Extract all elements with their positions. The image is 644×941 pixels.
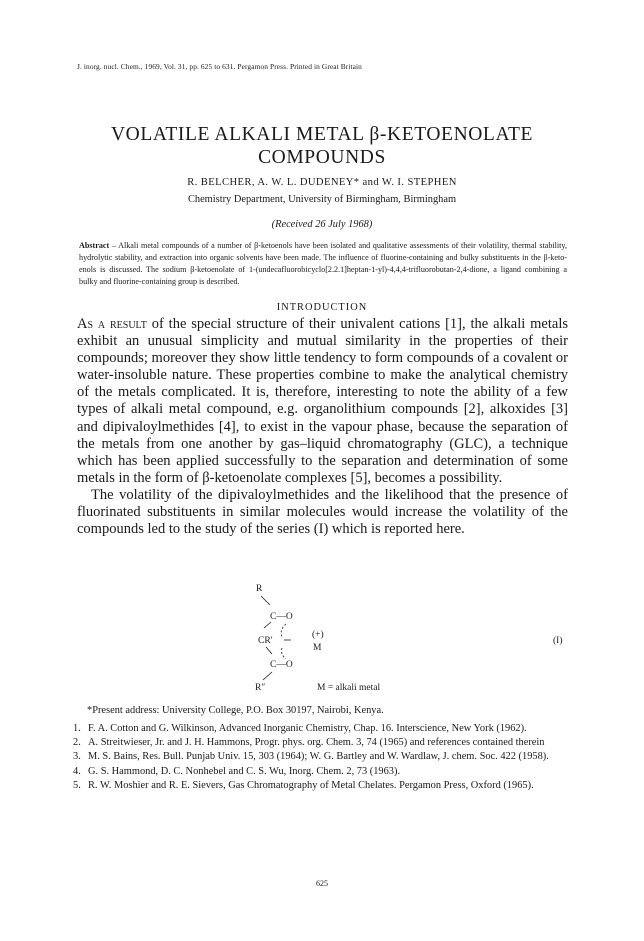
section-heading: INTRODUCTION bbox=[276, 302, 368, 313]
affiliation: Chemistry Department, University of Birmingham, Birmingham bbox=[187, 194, 457, 205]
reference-item bbox=[73, 779, 569, 793]
reference-text: M. S. Bains, Res. Bull. Punjab Univ. 15, 303 (1964); W. G. Bartley and W. Wardlaw, J. chem. Soc. 422 (1958). bbox=[88, 751, 549, 763]
bond-upper-left bbox=[264, 622, 271, 628]
abstract-label: Abstract bbox=[79, 241, 110, 250]
reference-number: 4. bbox=[73, 765, 81, 777]
abstract-text: – Alkali metal compounds of a number of β-ketoenols have been isolated and qualitative assessments of their volatility, thermal stability, hydrolytic stability, and extraction into organic solvents have been made. The influence of fluorine-containing and bulky substituents in the β-keto-enols is discussed. The sodium β-ketoenolate of 1-(undecafluorobicyclo[2.2.1]heptan-1-yl)-4,4,4-trifluorobutan-2,4-dione, a ligand combining a bulky and fluorine-containing group is described. bbox=[79, 241, 567, 286]
author-footnote: *Present address: University College, P.O. Box 30197, Nairobi, Kenya. bbox=[87, 705, 384, 716]
reference-number: 1. bbox=[73, 723, 81, 734]
reference-text: A. Streitwieser, Jr. and J. H. Hammons, Progr. phys. org. Chem. 3, 74 (1965) and references contained therein bbox=[88, 737, 545, 749]
structure-charge: (+) bbox=[312, 630, 324, 640]
abstract bbox=[79, 240, 567, 288]
paragraph-lead: As a result bbox=[77, 316, 147, 332]
reference-item bbox=[73, 736, 569, 750]
structure-r-double-prime: R″ bbox=[255, 683, 266, 693]
reference-text: F. A. Cotton and G. Wilkinson, Advanced Inorganic Chemistry, Chap. 16. Interscience, New York (1962). bbox=[88, 723, 527, 734]
reference-number: 3. bbox=[73, 751, 81, 763]
reference-item bbox=[73, 765, 569, 779]
paragraph-1 bbox=[77, 316, 568, 487]
dative-bond-lower bbox=[282, 648, 287, 659]
page-number: 625 bbox=[316, 879, 328, 888]
body-text bbox=[77, 316, 568, 538]
reference-list bbox=[73, 722, 569, 793]
structure-c-o-lower: C—O bbox=[270, 660, 293, 670]
reference-item bbox=[73, 750, 569, 764]
reference-text: G. S. Hammond, D. C. Nonhebel and C. S. Wu, Inorg. Chem. 2, 73 (1963). bbox=[88, 765, 401, 777]
bond-lower-left bbox=[266, 647, 272, 654]
structure-r-top: R bbox=[256, 584, 263, 594]
reference-item bbox=[73, 722, 569, 736]
dative-bond-upper bbox=[281, 624, 286, 637]
bond-r-top bbox=[261, 596, 270, 605]
structure-metal: M bbox=[313, 643, 322, 653]
title-line-2: COMPOUNDS bbox=[258, 147, 386, 168]
paragraph-2: The volatility of the dipivaloylmethides and the likelihood that the presence of fluorinated substituents in similar molecules would increase the volatility of the compounds led to the study of the series (I) which is reported here. bbox=[77, 486, 568, 538]
reference-number: 5. bbox=[73, 779, 81, 791]
structure-label: (I) bbox=[553, 636, 563, 646]
author-list: R. BELCHER, A. W. L. DUDENEY* and W. I. STEPHEN bbox=[187, 177, 457, 188]
reference-number: 2. bbox=[73, 737, 81, 749]
structure-cr-prime: CR′ bbox=[258, 636, 273, 646]
title-line-1: VOLATILE ALKALI METAL β-KETOENOLATE bbox=[111, 124, 533, 145]
reference-text: R. W. Moshier and R. E. Sievers, Gas Chromatography of Metal Chelates. Pergamon Press, Oxford (1965). bbox=[88, 779, 534, 791]
journal-citation: J. inorg. nucl. Chem., 1969, Vol. 31, pp. 625 to 631. Pergamon Press. Printed in Great Britain bbox=[77, 62, 362, 71]
structure-legend: M = alkali metal bbox=[317, 683, 381, 693]
received-date: (Received 26 July 1968) bbox=[271, 219, 373, 230]
paragraph-1-text: of the special structure of their univalent cations [1], the alkali metals exhibit an unusual simplicity and mutual similarity in the properties of their compounds; moreover they show little tendency to form compounds of a covalent or water-insoluble nature. These properties combine to make the analytical chemistry of the metals complicated. It is, therefore, interesting to note the ability of a few types of alkali metal compound, e.g. organolithium compounds [2], alkoxides [3] and dipivaloylmethides [4], to exist in the vapour phase, because the separation of the metals from one another by gas–liquid chromatography (GLC), a technique which has been applied successfully to the separation and determination of some metals in the form of β-ketoenolate complexes [5], becomes a possibility. bbox=[77, 316, 569, 486]
article-title bbox=[60, 123, 584, 169]
structure-c-o-upper: C—O bbox=[270, 612, 293, 622]
bond-r-lower bbox=[263, 672, 272, 680]
